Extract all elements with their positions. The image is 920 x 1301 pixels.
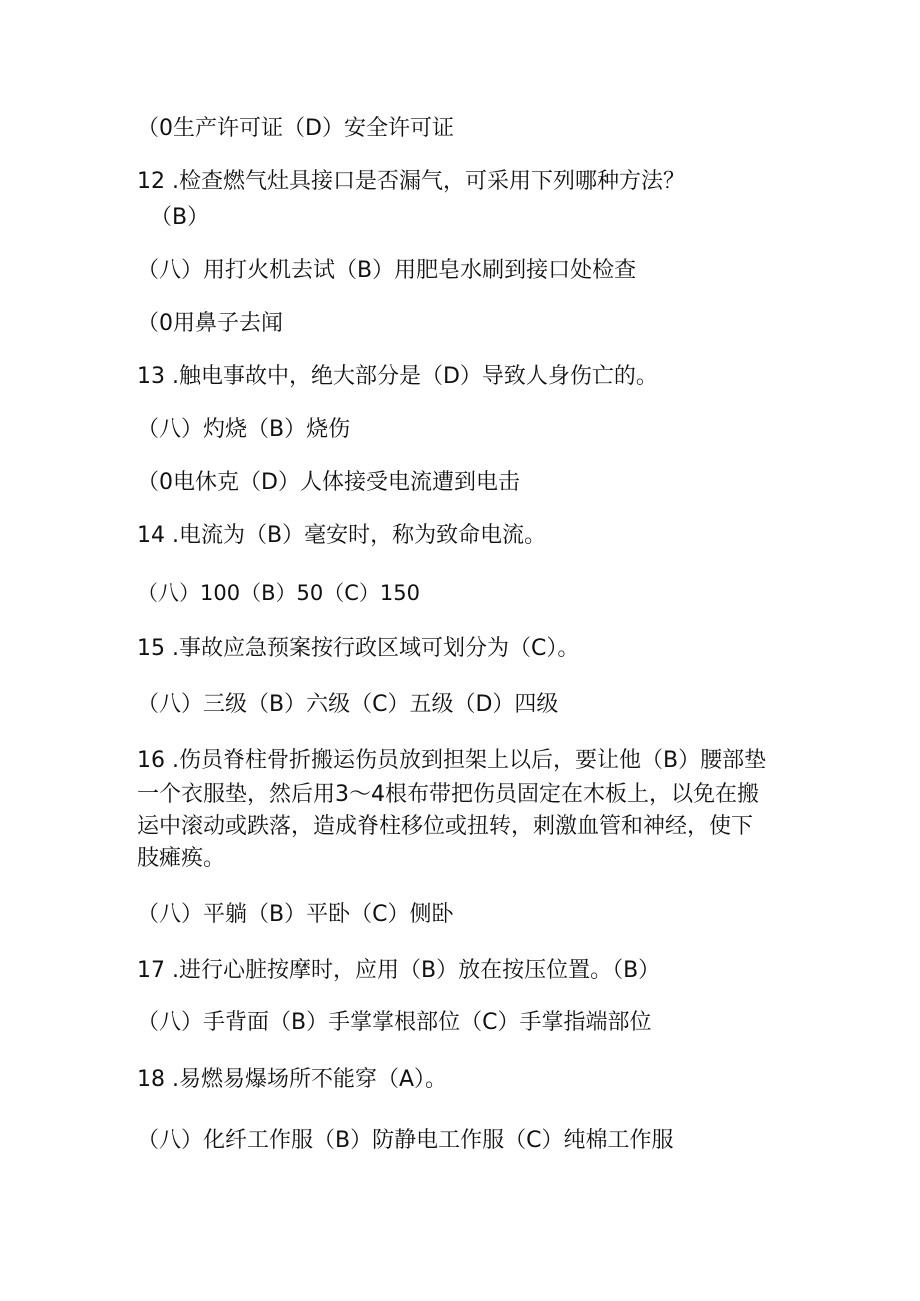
option-line: （八）灼烧（B）烧伤 — [137, 417, 351, 442]
question-16-line-1: 16 .伤员脊柱骨折搬运伤员放到担架上以后，要让他（B）腰部垫 — [137, 748, 767, 773]
question-15: 15 .事故应急预案按行政区域可划分为（C）。 — [137, 636, 580, 661]
question-16-line-3: 运中滚动或跌落，造成脊柱移位或扭转，刺激血管和神经，使下 — [137, 814, 754, 839]
option-line: （0用鼻子去闻 — [137, 311, 283, 336]
option-line: （0生产许可证（D）安全许可证 — [137, 116, 454, 141]
option-line: （0电休克（D）人体接受电流遭到电击 — [137, 470, 520, 495]
question-12: 12 .检查燃气灶具接口是否漏气，可采用下列哪种方法？ — [137, 169, 685, 194]
option-line: （八）化纤工作服（B）防静电工作服（C）纯棉工作服 — [137, 1128, 674, 1153]
question-16-line-2: 一个衣服垫，然后用3〜4根布带把伤员固定在木板上，以免在搬 — [137, 782, 759, 807]
answer-line: （B） — [150, 205, 210, 230]
question-13: 13 .触电事故中，绝大部分是（D）导致人身伤亡的。 — [137, 364, 658, 389]
question-16-line-4: 肢瘫痪。 — [137, 846, 226, 871]
question-17: 17 .进行心脏按摩时，应用（B）放在按压位置。（B） — [137, 958, 661, 983]
option-line: （八）平躺（B）平卧（C）侧卧 — [137, 902, 454, 927]
option-line: （八）用打火机去试（B）用肥皂水刷到接口处检查 — [137, 258, 637, 283]
option-line: （八）三级（B）六级（C）五级（D）四级 — [137, 692, 559, 717]
option-line: （八）100（B）50（C）150 — [137, 581, 420, 605]
question-18: 18 .易燃易爆场所不能穿（A）。 — [137, 1067, 448, 1092]
question-14: 14 .电流为（B）毫安时，称为致命电流。 — [137, 523, 547, 548]
option-line: （八）手背面（B）手掌掌根部位（C）手掌指端部位 — [137, 1010, 652, 1035]
